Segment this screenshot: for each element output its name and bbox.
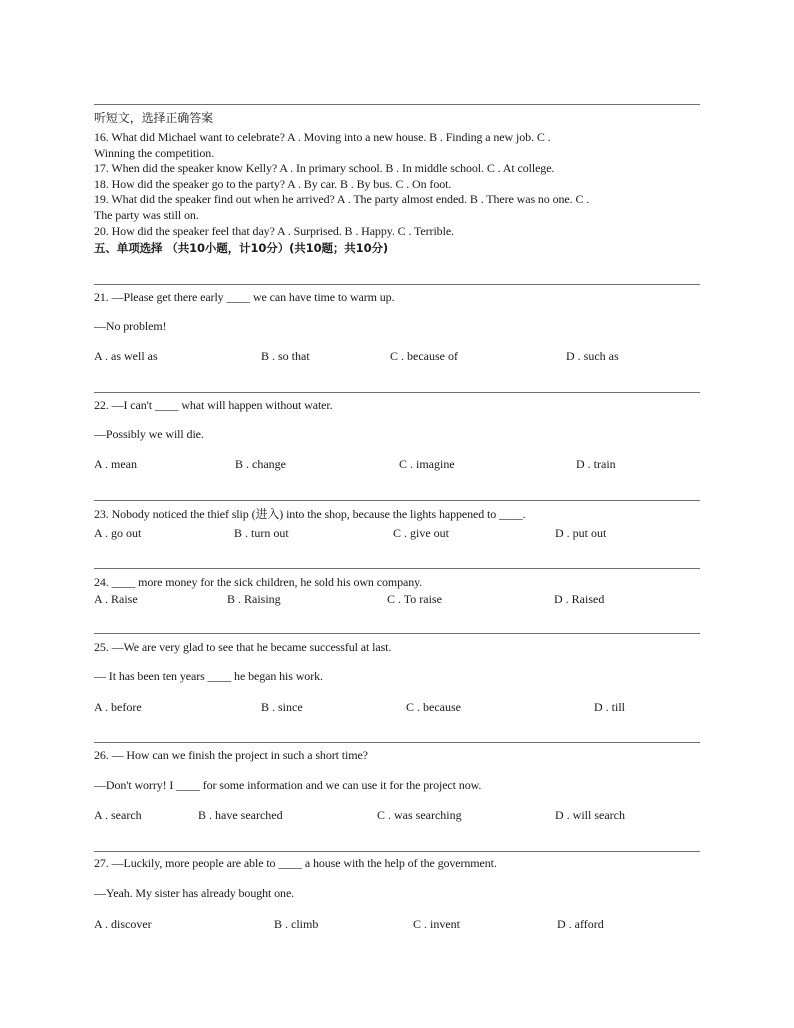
option-d[interactable]: D . train bbox=[576, 457, 616, 471]
divider bbox=[94, 392, 700, 393]
option-row bbox=[0, 457, 794, 471]
divider bbox=[94, 284, 700, 285]
listening-line: 16. What did Michael want to celebrate? A . Moving into a new house. B . Finding a new job. C . bbox=[94, 130, 551, 144]
listening-line: 19. What did the speaker find out when he arrived? A . The party almost ended. B . There was no one. C . bbox=[94, 192, 590, 206]
option-a[interactable]: A . go out bbox=[94, 526, 142, 540]
option-b[interactable]: B . so that bbox=[261, 349, 310, 363]
option-c[interactable]: C . give out bbox=[393, 526, 449, 540]
question-stem: 21. —Please get there early ____ we can have time to warm up. bbox=[94, 290, 395, 304]
option-row bbox=[0, 808, 794, 822]
option-row bbox=[0, 700, 794, 714]
option-c[interactable]: C . invent bbox=[413, 917, 460, 931]
option-c[interactable]: C . To raise bbox=[387, 592, 442, 606]
option-b[interactable]: B . climb bbox=[274, 917, 319, 931]
question-stem: 23. Nobody noticed the thief slip (进入) into the shop, because the lights happened to ____. bbox=[94, 507, 526, 521]
question-reply: —Don't worry! I ____ for some information and we can use it for the project now. bbox=[94, 778, 482, 792]
option-b[interactable]: B . Raising bbox=[227, 592, 281, 606]
listening-heading: 听短文，选择正确答案 bbox=[94, 111, 214, 125]
listening-line: Winning the competition. bbox=[94, 146, 215, 160]
option-d[interactable]: D . till bbox=[594, 700, 626, 714]
option-row bbox=[0, 349, 794, 363]
option-c[interactable]: C . imagine bbox=[399, 457, 455, 471]
question-stem: 25. —We are very glad to see that he became successful at last. bbox=[94, 640, 392, 654]
option-b[interactable]: B . since bbox=[261, 700, 303, 714]
question-stem: 24. ____ more money for the sick children, he sold his own company. bbox=[94, 575, 423, 589]
option-a[interactable]: A . Raise bbox=[94, 592, 138, 606]
option-b[interactable]: B . turn out bbox=[234, 526, 289, 540]
question-reply: —Possibly we will die. bbox=[94, 427, 204, 441]
option-a[interactable]: A . as well as bbox=[94, 349, 158, 363]
option-a[interactable]: A . mean bbox=[94, 457, 137, 471]
divider bbox=[94, 500, 700, 501]
question-stem: 26. — How can we finish the project in such a short time? bbox=[94, 748, 368, 762]
listening-line: The party was still on. bbox=[94, 208, 199, 222]
option-a[interactable]: A . before bbox=[94, 700, 142, 714]
question-reply: —No problem! bbox=[94, 319, 167, 333]
option-d[interactable]: D . will search bbox=[555, 808, 625, 822]
option-a[interactable]: A . search bbox=[94, 808, 142, 822]
option-row bbox=[0, 917, 794, 931]
option-a[interactable]: A . discover bbox=[94, 917, 152, 931]
option-c[interactable]: C . because of bbox=[390, 349, 458, 363]
divider bbox=[94, 568, 700, 569]
option-c[interactable]: C . was searching bbox=[377, 808, 462, 822]
section-heading: 五、单项选择 （共10小题，计10分）(共10题；共10分) bbox=[94, 241, 389, 255]
option-d[interactable]: D . Raised bbox=[554, 592, 605, 606]
divider bbox=[94, 633, 700, 634]
listening-line: 17. When did the speaker know Kelly? A . In primary school. B . In middle school. C . At college. bbox=[94, 161, 555, 175]
option-d[interactable]: D . afford bbox=[557, 917, 604, 931]
question-reply: —Yeah. My sister has already bought one. bbox=[94, 886, 295, 900]
option-row bbox=[0, 526, 794, 540]
listening-line: 18. How did the speaker go to the party? A . By car. B . By bus. C . On foot. bbox=[94, 177, 452, 191]
option-b[interactable]: B . change bbox=[235, 457, 286, 471]
question-stem: 27. —Luckily, more people are able to ____ a house with the help of the government. bbox=[94, 856, 497, 870]
option-d[interactable]: D . such as bbox=[566, 349, 619, 363]
option-c[interactable]: C . because bbox=[406, 700, 461, 714]
divider bbox=[94, 104, 700, 105]
listening-line: 20. How did the speaker feel that day? A . Surprised. B . Happy. C . Terrible. bbox=[94, 224, 454, 238]
option-b[interactable]: B . have searched bbox=[198, 808, 283, 822]
question-stem: 22. —I can't ____ what will happen without water. bbox=[94, 398, 333, 412]
question-reply: — It has been ten years ____ he began his work. bbox=[94, 669, 323, 683]
option-d[interactable]: D . put out bbox=[555, 526, 607, 540]
divider bbox=[94, 851, 700, 852]
divider bbox=[94, 742, 700, 743]
option-row bbox=[0, 592, 794, 606]
